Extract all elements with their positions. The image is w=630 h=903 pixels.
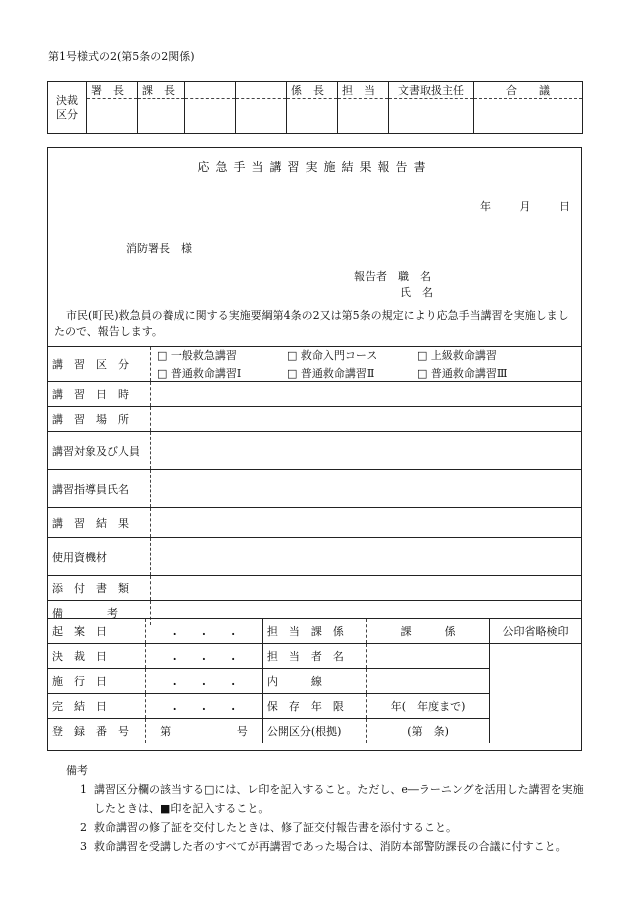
label-person: 担 当 者 名 bbox=[262, 644, 366, 669]
approval-col-chief: 署 長 bbox=[87, 82, 138, 99]
label-draft-date: 起 案 日 bbox=[48, 619, 146, 644]
approval-col-consult: 合 議 bbox=[474, 82, 583, 99]
field-label-target: 講習対象及び人員 bbox=[48, 432, 151, 470]
value-dept[interactable]: 課 係 bbox=[367, 619, 490, 644]
field-label-result: 講 習 結 果 bbox=[48, 508, 151, 538]
field-label-attachments: 添 付 書 類 bbox=[48, 576, 151, 601]
approval-col-staff: 担 当 bbox=[338, 82, 389, 99]
field-value-result[interactable] bbox=[151, 508, 582, 538]
label-effective-date: 施 行 日 bbox=[48, 669, 146, 694]
addressee: 消防署長 様 bbox=[126, 242, 192, 255]
approval-col-blank-1 bbox=[185, 82, 236, 99]
approval-table bbox=[47, 81, 583, 134]
course-option[interactable]: □ 上級救命講習 bbox=[417, 349, 497, 362]
approval-side-label: 決裁 区分 bbox=[48, 82, 87, 134]
field-value-attachments[interactable] bbox=[151, 576, 582, 601]
value-disclosure[interactable]: (第 条) bbox=[367, 719, 490, 744]
label-dept: 担 当 課 係 bbox=[262, 619, 366, 644]
notes-title: 備考 bbox=[66, 764, 88, 777]
value-person[interactable] bbox=[367, 644, 490, 669]
report-form bbox=[47, 147, 582, 751]
field-value-instructor[interactable] bbox=[151, 470, 582, 508]
report-date: 年 月 日 bbox=[480, 200, 570, 213]
approval-cell[interactable] bbox=[236, 99, 287, 134]
label-completion-date: 完 結 日 bbox=[48, 694, 146, 719]
approval-col-unit-chief: 係 長 bbox=[287, 82, 338, 99]
seal-label: 公印省略検印 bbox=[490, 619, 581, 644]
label-disclosure: 公開区分(根拠) bbox=[262, 719, 366, 744]
course-type-options bbox=[151, 347, 582, 382]
field-value-datetime[interactable] bbox=[151, 382, 582, 407]
value-effective-date[interactable]: . . . bbox=[146, 669, 263, 694]
approval-cell[interactable] bbox=[138, 99, 185, 134]
course-option[interactable]: □ 普通救命講習Ⅲ bbox=[417, 367, 508, 380]
field-label-remarks: 備 考 bbox=[48, 601, 151, 626]
field-label-course-type: 講 習 区 分 bbox=[48, 347, 151, 382]
notes-section bbox=[66, 761, 586, 856]
note-item: 1 講習区分欄の該当する□には、レ印を記入すること。ただし、e―ラーニングを活用した講習を実施したときは、■印を記入すること。 bbox=[80, 783, 584, 815]
course-option[interactable]: □ 救命入門コース bbox=[287, 349, 378, 362]
value-approval-date[interactable]: . . . bbox=[146, 644, 263, 669]
approval-cell[interactable] bbox=[287, 99, 338, 134]
form-number-label: 第1号様式の2(第5条の2関係) bbox=[48, 50, 195, 63]
approval-col-doc-officer: 文書取扱主任 bbox=[389, 82, 474, 99]
label-retention: 保 存 年 限 bbox=[262, 694, 366, 719]
field-label-place: 講 習 場 所 bbox=[48, 407, 151, 432]
report-fields-table bbox=[48, 346, 581, 625]
report-title: 応急手当講習実施結果報告書 bbox=[197, 160, 432, 174]
value-retention[interactable]: 年( 年度まで) bbox=[367, 694, 490, 719]
approval-col-section-chief: 課 長 bbox=[138, 82, 185, 99]
value-extension[interactable] bbox=[367, 669, 490, 694]
approval-cell[interactable] bbox=[87, 99, 138, 134]
note-item: 2 救命講習の修了証を交付したときは、修了証交付報告書を添付すること。 bbox=[80, 821, 457, 834]
report-body-text: 市民(町民)救急員の養成に関する実施要綱第4条の2又は第5条の規定により応急手当講習を実施しましたので、報告します。 bbox=[54, 309, 569, 338]
processing-table bbox=[48, 618, 581, 743]
label-approval-date: 決 裁 日 bbox=[48, 644, 146, 669]
field-value-place[interactable] bbox=[151, 407, 582, 432]
field-label-datetime: 講 習 日 時 bbox=[48, 382, 151, 407]
field-label-instructor: 講習指導員氏名 bbox=[48, 470, 151, 508]
seal-area[interactable] bbox=[490, 644, 581, 744]
course-option[interactable]: □ 普通救命講習Ⅱ bbox=[287, 367, 375, 380]
course-option[interactable]: □ 一般救急講習 bbox=[157, 349, 237, 362]
label-registration-number: 登 録 番 号 bbox=[48, 719, 146, 744]
approval-cell[interactable] bbox=[474, 99, 583, 134]
field-value-target[interactable] bbox=[151, 432, 582, 470]
course-option[interactable]: □ 普通救命講習Ⅰ bbox=[157, 367, 242, 380]
note-item: 3 救命講習を受講した者のすべてが再講習であった場合は、消防本部警防課長の合議に付すこと。 bbox=[80, 840, 567, 853]
reporter-block: 報告者 職 名 氏 名 bbox=[354, 270, 433, 299]
field-value-equipment[interactable] bbox=[151, 538, 582, 576]
value-registration-number[interactable]: 第 号 bbox=[146, 719, 263, 744]
field-label-equipment: 使用資機材 bbox=[48, 538, 151, 576]
approval-cell[interactable] bbox=[185, 99, 236, 134]
approval-cell[interactable] bbox=[338, 99, 389, 134]
value-completion-date[interactable]: . . . bbox=[146, 694, 263, 719]
value-draft-date[interactable]: . . . bbox=[146, 619, 263, 644]
approval-cell[interactable] bbox=[389, 99, 474, 134]
label-extension: 内 線 bbox=[262, 669, 366, 694]
approval-col-blank-2 bbox=[236, 82, 287, 99]
